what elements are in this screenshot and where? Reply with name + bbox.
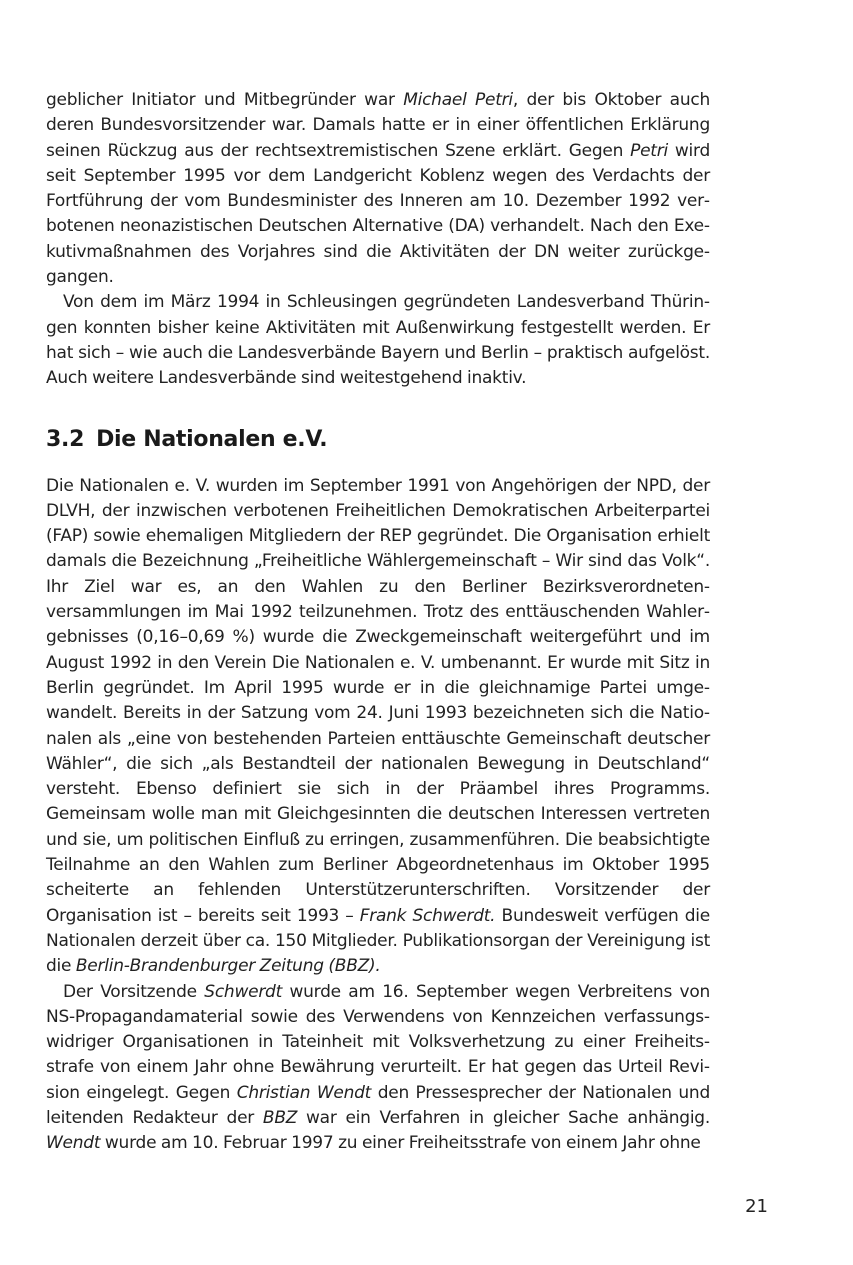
text-block-top — [46, 88, 710, 392]
section-heading — [46, 426, 710, 454]
paragraph — [46, 88, 710, 290]
text-run: wird seit September 1995 vor dem Landgericht Koblenz wegen des Verdachts der Fortführung der vom Bundesminister des Inneren am 10. Dezember 1992 verbotenen neonazistischen Deutschen Alternative (DA) verhandelt. Nach den Exekutivmaßnahmen des Vorjahres sind die Aktivitäten der DN weiter zurückgegangen. — [46, 140, 711, 288]
page-body — [46, 88, 710, 1157]
text-run: Bundesweit verfügen die Nationalen derzeit über ca. 150 Mitglieder. Publikationsorgan der Vereinigung ist die — [46, 905, 710, 977]
text-run: war ein Verfahren in gleicher Sache anhängig. — [297, 1107, 711, 1128]
paragraph — [46, 980, 710, 1157]
text-run: Der Vorsitzende — [63, 981, 205, 1002]
text-run: geblicher Initiator und Mitbegründer war — [46, 90, 404, 110]
emphasized-text: Schwerdt — [204, 981, 283, 1002]
emphasized-text: Michael Petri — [403, 90, 513, 110]
text-run: , der bis Oktober auch deren Bundesvorsitzender war. Damals hatte er in einer öffentlichen Erklärung seinen Rückzug aus der rechtsextremistischen Szene erklärt. Gegen — [46, 90, 710, 161]
emphasized-text: BBZ — [262, 1107, 298, 1128]
paragraph — [46, 474, 710, 980]
emphasized-text: Frank Schwerdt. — [359, 905, 496, 926]
text-run: den Pressesprecher der Nationalen und leitenden Redakteur der — [46, 1082, 710, 1128]
emphasized-text: Wendt — [46, 1133, 101, 1154]
text-run: Von dem im März 1994 in Schleusingen gegründeten Landesverband Thüringen konnten bisher keine Aktivitäten mit Außenwirkung festgestellt werden. Er hat sich – wie auch die Landesverbände Bayern und Berlin – praktisch aufgelöst. Auch weitere Landesverbände sind weitestgehend inaktiv. — [46, 292, 710, 389]
text-run: wurde am 10. Februar 1997 zu einer Freiheitsstrafe von einem Jahr ohne — [100, 1133, 701, 1154]
emphasized-text: Petri — [630, 140, 668, 161]
section-title: Die Nationalen e.V. — [96, 426, 328, 452]
text-run: Die Nationalen e. V. wurden im September 1991 von Angehörigen der NPD, der DLVH, der inzwischen verbotenen Freiheitlichen Demokratischen Arbeiterpartei (FAP) sowie ehemaligen Mitgliedern der REP gegründet. Die Organisation erhielt damals die Bezeichnung „Freiheitliche Wählergemeinschaft – Wir sind das Volk“. Ihr Ziel war es, an den Wahlen zu den Berliner Bezirksverordnetenversammlungen im Mai 1992 teilzunehmen. Trotz des enttäuschenden Wahlergebnisses (0,16–0,69 %) wurde die Zweckgemeinschaft weitergeführt und im August 1992 in den Verein Die Nationalen e. V. umbenannt. Er wurde mit Sitz in Berlin gegründet. Im April 1995 wurde er in die gleichnamige Partei umgewandelt. Bereits in der Satzung vom 24. Juni 1993 bezeichneten sich die Nationalen als „eine von bestehenden Parteien enttäuschte Gemeinschaft deutscher Wähler“, die sich „als Bestandteil der nationalen Bewegung in Deutschland“ versteht. Ebenso definiert sie sich in der Präambel ihres Programms. Gemeinsam wolle man mit Gleichgesinnten die deutschen Interessen vertreten und sie, um politischen Einfluß zu erringen, zusammenführen. Die beabsichtigte Teilnahme an den Wahlen zum Berliner Abgeordnetenhaus im Oktober 1995 scheiterte an fehlenden Unterstützerunterschriften. Vorsitzender der Organisation ist – bereits seit 1993 – — [46, 475, 710, 926]
emphasized-text: Berlin-Brandenburger Zeitung (BBZ). — [75, 956, 381, 977]
text-block-bottom — [46, 474, 710, 1157]
section-number: 3.2 — [46, 426, 85, 452]
page-number: 21 — [745, 1196, 768, 1217]
paragraph — [46, 290, 710, 391]
emphasized-text: Christian Wendt — [236, 1082, 372, 1103]
text-run: wurde am 16. September wegen Verbreitens von NS-Propagandamaterial sowie des Verwendens von Kennzeichen verfassungswidriger Organisationen in Tateinheit mit Volksverhetzung zu einer Freiheitsstrafe von einem Jahr ohne Bewährung verurteilt. Er hat gegen das Urteil Revision eingelegt. Gegen — [46, 981, 710, 1103]
